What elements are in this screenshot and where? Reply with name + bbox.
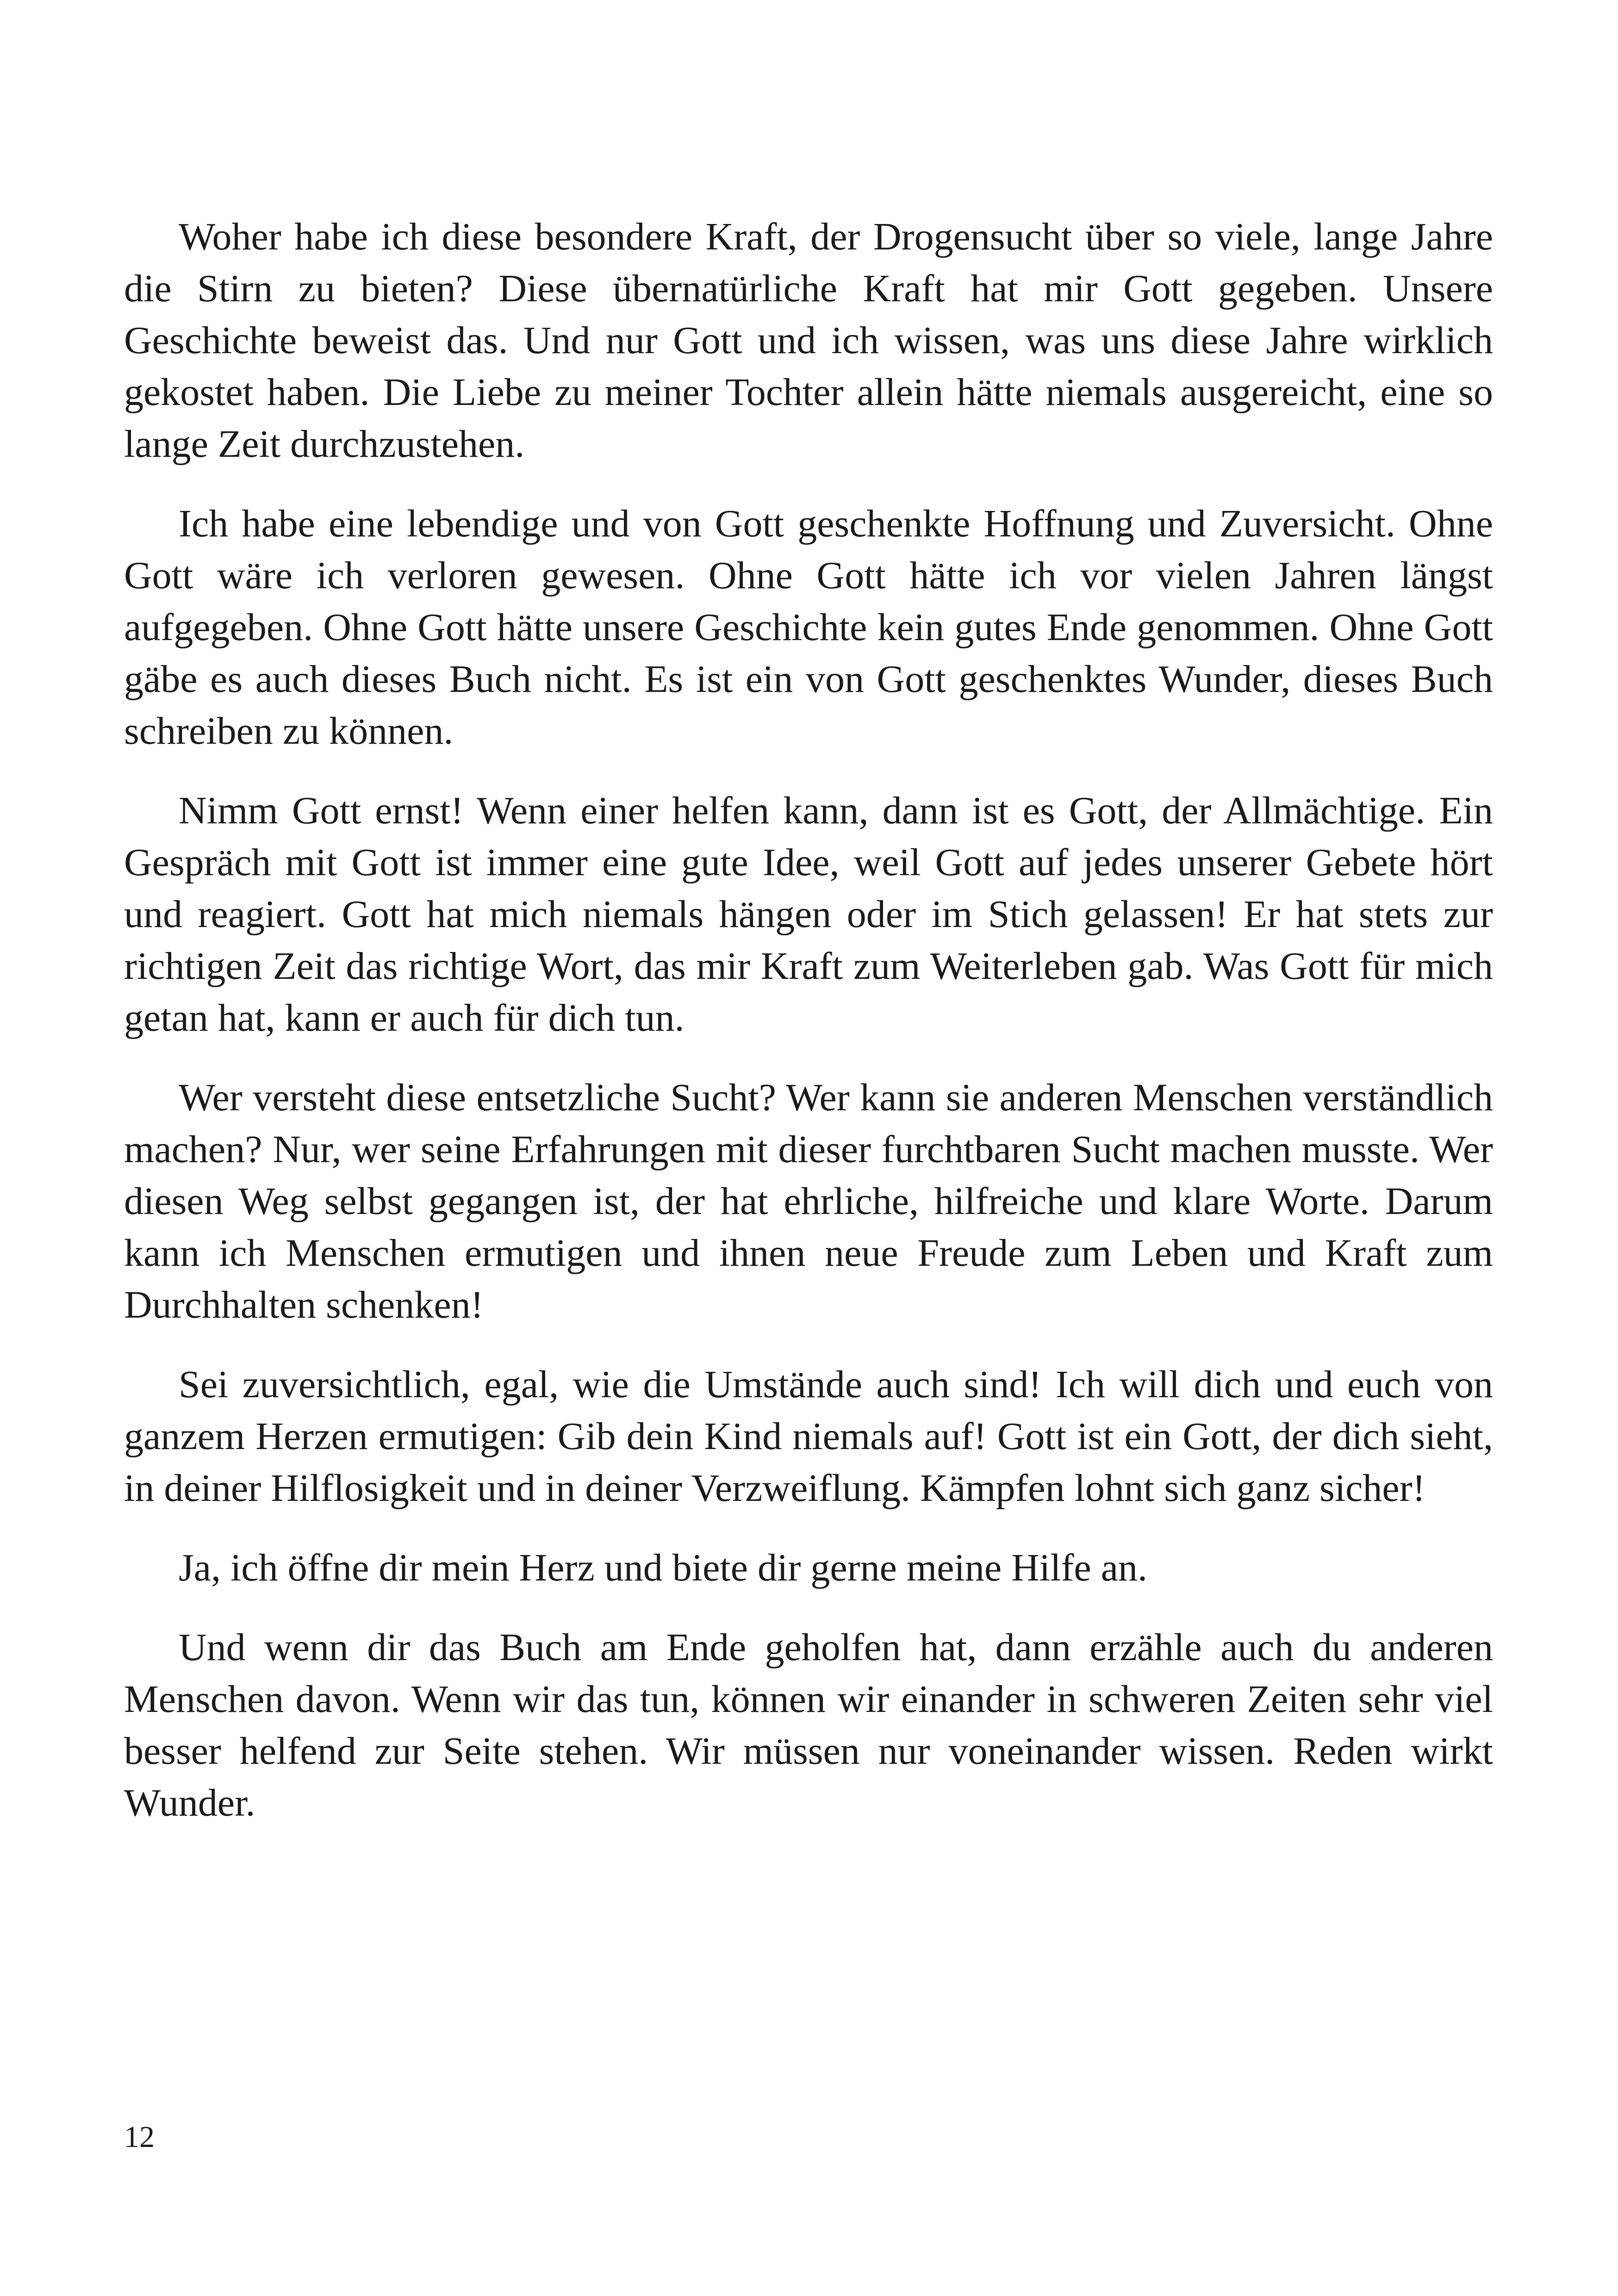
paragraph-3: Nimm Gott ernst! Wenn einer helfen kann, dann ist es Gott, der Allmächtige. Ein Gespräch mit Gott ist immer eine gute Idee, weil Gott auf jedes unserer Gebete hört und reagiert. Gott hat mich niemals hängen oder im Stich gelassen! Er hat stets zur richtigen Zeit das richtige Wort, das mir Kraft zum Weiterleben gab. Was Gott für mich getan hat, kann er auch für dich tun. [124, 789, 1493, 1039]
paragraph-7: Und wenn dir das Buch am Ende geholfen hat, dann erzähle auch du anderen Menschen davon. Wenn wir das tun, können wir einander in schweren Zeiten sehr viel besser helfend zur Seite stehen. Wir müssen nur voneinander wissen. Reden wirkt Wunder. [124, 1626, 1493, 1824]
body-text [124, 211, 1493, 1857]
paragraph-1: Woher habe ich diese besondere Kraft, der Drogensucht über so viele, lange Jahre die Stirn zu bieten? Diese übernatürliche Kraft hat mir Gott gegeben. Unsere Geschichte beweist das. Und nur Gott und ich wissen, was uns diese Jahre wirklich gekostet haben. Die Liebe zu meiner Tochter allein hätte niemals ausgereicht, eine so lange Zeit durchzustehen. [124, 215, 1493, 466]
paragraph-2: Ich habe eine lebendige und von Gott geschenkte Hoffnung und Zuversicht. Ohne Gott wäre ich verloren gewesen. Ohne Gott hätte ich vor vielen Jahren längst aufgegeben. Ohne Gott hätte unsere Geschichte kein gutes Ende genommen. Ohne Gott gäbe es auch dieses Buch nicht. Es ist ein von Gott geschenktes Wunder, dieses Buch schreiben zu können. [124, 502, 1493, 753]
paragraph-5: Sei zuversichtlich, egal, wie die Umstände auch sind! Ich will dich und euch von ganzem Herzen ermutigen: Gib dein Kind niemals auf! Gott ist ein Gott, der dich sieht, in deiner Hilflosigkeit und in deiner Verzweiflung. Kämpfen lohnt sich ganz sicher! [124, 1363, 1493, 1510]
page-number: 12 [124, 2120, 155, 2154]
paragraph-4: Wer versteht diese entsetzliche Sucht? Wer kann sie anderen Menschen verständlich machen? Nur, wer seine Erfahrungen mit dieser furchtbaren Sucht machen musste. Wer diesen Weg selbst gegangen ist, der hat ehrliche, hilfreiche und klare Worte. Darum kann ich Menschen ermutigen und ihnen neue Freude zum Leben und Kraft zum Durchhalten schenken! [124, 1076, 1493, 1326]
paragraph-6: Ja, ich öffne dir mein Herz und biete dir gerne meine Hilfe an. [179, 1546, 1147, 1589]
